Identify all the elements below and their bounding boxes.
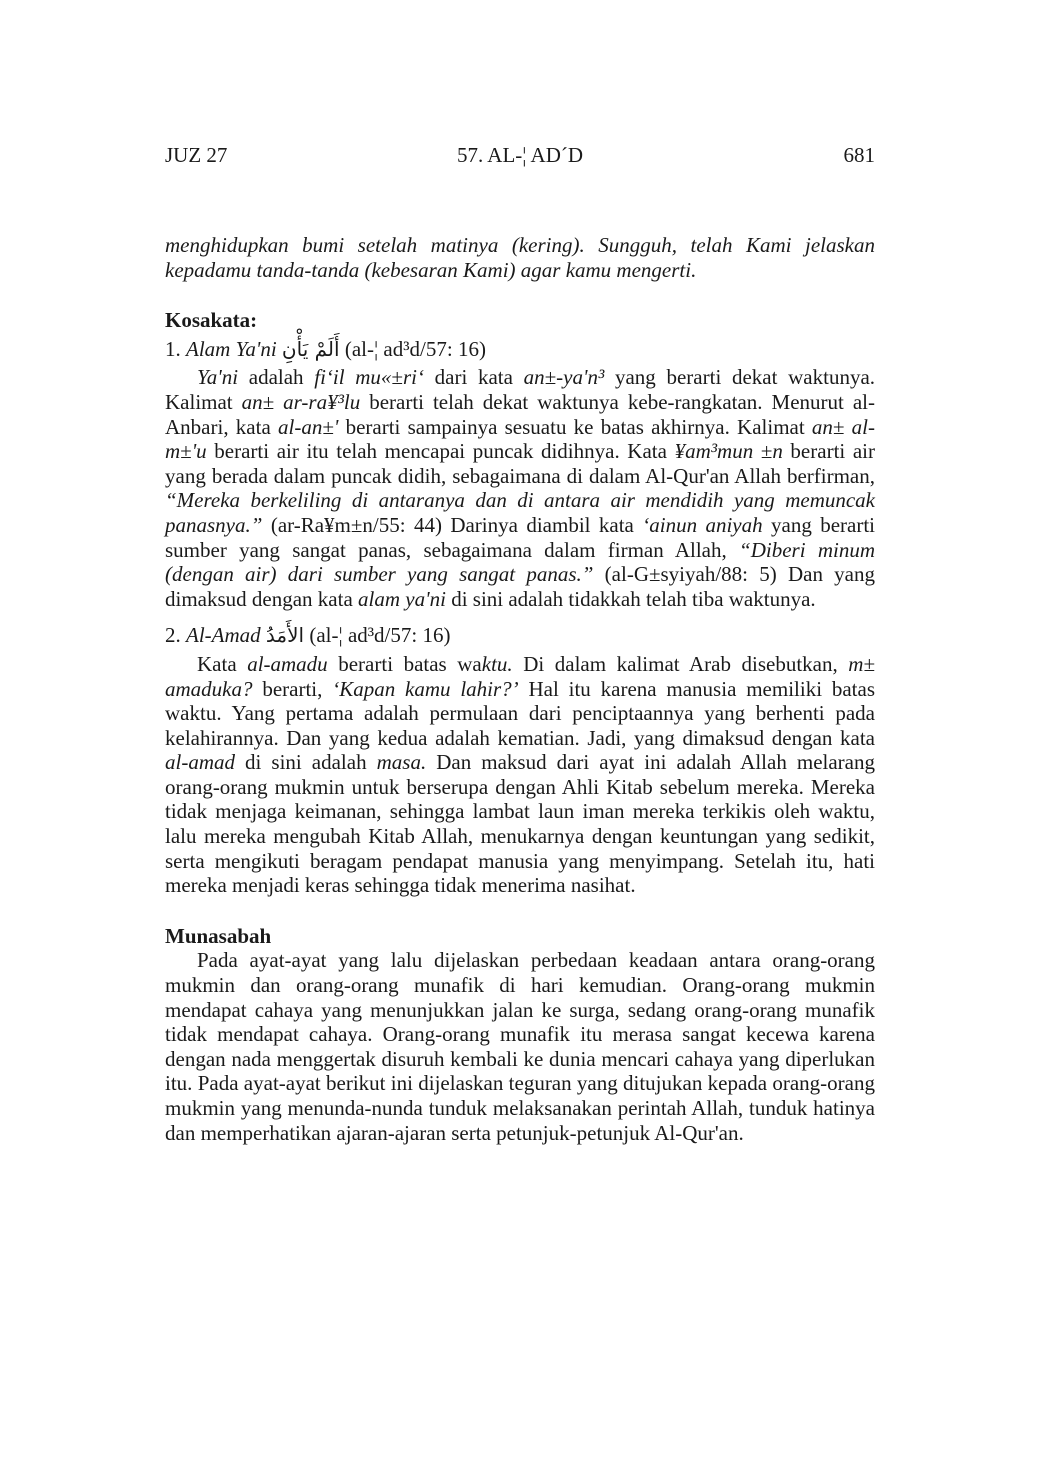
vocab-item-1-seg10: berarti sampainya sesuatu ke batas akhirnya. Kalimat [338,414,812,439]
vocab-item-1-seg21: alam ya'ni [358,586,446,611]
vocab-item-1-seg6: yang berarti dekat waktunya. Kalimat [165,365,876,414]
vocab-item-2-seg9: Hal itu karena manusia memiliki batas waktu. Yang pertama adalah permulaan dari penciptaannya yang berhenti pada kelahirannya. Dan yang kedua adalah kematian. Jadi, yang dimaksud dengan kata [165,676,876,750]
vocab-item-2-seg8: ‘Kapan kamu lahir?’ [332,676,519,701]
vocab-item-2-seg2: al-amadu [247,651,328,676]
vocab-item-1-arabic: أَلَمْ يَأْنِ [281,336,340,361]
vocab-item-2-number: 2. [165,623,181,648]
vocab-item-1-seg13: ¥am³mun ±n [674,439,783,464]
vocab-item-2-explanation [165,652,875,898]
page-number: 681 [843,143,875,167]
vocab-item-1-heading [165,337,875,362]
vocab-item-1-seg1: Ya'ni [197,365,239,390]
vocab-item-2-seg5: Di dalam kalimat Arab disebutkan, [512,651,849,676]
vocab-item-2-heading [165,623,875,648]
intro-paragraph: menghidupkan bumi setelah matinya (kering). Sungguh, telah Kami jelaskan kepadamu tanda-tanda (kebesaran Kami) agar kamu mengerti. [165,233,875,282]
vocab-item-1-seg11: an± al-m±'u [165,414,875,464]
vocab-item-2-arabic: الأَمَدُ [265,623,305,648]
vocab-item-1-seg18: yang berarti sumber yang sangat panas, sebagaimana dalam firman Allah, [165,512,876,562]
vocab-item-2-seg7: berarti, [252,676,333,701]
vocab-item-1-ref: (al-¦ ad³d/57: 16) [344,336,486,361]
vocab-item-1-seg14: berarti air yang berada dalam puncak didih, sebagaimana di dalam Al-Qur'an Allah berfirman, [165,439,875,488]
vocab-item-1-explanation [165,365,875,611]
vocab-item-1-seg9: al-an±' [278,414,339,439]
vocab-item-1-seg22: di sini adalah tidakkah telah tiba waktunya. [445,586,816,611]
vocab-item-2-ref: (al-¦ ad³d/57: 16) [309,623,451,648]
vocab-item-1-seg8: berarti telah dekat waktunya kebe-rangkatan. Menurut al-Anbari, kata [165,389,875,439]
vocab-item-2-term: Al-Amad [186,623,261,648]
vocab-item-1-seg3: fi‘il mu«±ri‘ [314,365,424,390]
vocab-item-1-seg16: (ar-Ra¥m±n/55: 44) Darinya diambil kata [262,512,643,537]
vocab-item-1-seg7: an± ar-ra¥³lu [241,389,361,414]
page-body [165,233,875,1145]
vocab-item-1-term: Alam Ya'ni [186,336,277,361]
vocab-item-1-seg17: ‘ainun aniyah [642,512,763,537]
vocab-item-1-seg15: “Mereka berkeliling di antaranya dan di antara air mendidih yang memuncak panasnya.” [165,488,875,537]
vocab-item-2-seg11: di sini adalah [235,750,377,775]
vocab-item-1-seg12: berarti air itu telah mencapai puncak didihnya. Kata [206,439,675,464]
vocab-item-2-seg3: berarti batas wa [327,651,482,676]
vocab-item-2-seg1: Kata [197,651,248,676]
vocab-item-1-number: 1. [165,336,181,361]
vocab-item-1-seg20: (al-G±syiyah/88: 5) Dan yang dimaksud dengan kata [165,562,875,611]
page-header [165,143,875,175]
munasabah-heading: Munasabah [165,923,272,948]
vocab-item-2-seg13: Dan maksud dari ayat ini adalah Allah melarang orang-orang mukmin untuk berserupa dengan Ahli Kitab sebelum mereka. Mereka tidak menjaga keimanan, sehingga lambat laun iman mereka terkikis oleh waktu, lalu mereka mengubah Kitab Allah, menukarnya dengan keuntungan yang sedikit, serta mengikuti beragam pendapat manusia yang menyimpang. Setelah itu, hati mereka menjadi keras sehingga tidak menerima nasihat. [165,750,875,898]
vocab-item-1-seg5: an±-ya'n³ [523,365,605,390]
vocab-item-2-seg6: m± amaduka? [165,651,875,701]
vocab-item-1-seg2: adalah [238,365,315,390]
vocab-item-2-seg4: ktu. [481,651,513,676]
vocab-item-2-seg12: masa. [376,750,427,775]
chapter-title: 57. AL-¦ AD´D [456,143,584,167]
vocab-item-2-seg10: al-amad [165,750,235,775]
vocab-item-1-seg4: dari kata [423,365,524,390]
kosakata-heading: Kosakata: [165,308,258,333]
juz-label: JUZ 27 [165,143,228,167]
munasabah-paragraph: Pada ayat-ayat yang lalu dijelaskan perbedaan keadaan antara orang-orang mukmin dan orang-orang munafik di hari kemudian. Orang-orang mukmin mendapat cahaya yang menunjukkan jalan ke surga, sedang orang-orang munafik tidak mendapat cahaya. Orang-orang munafik itu merasa sangat kecewa karena dengan nada menggertak disuruh kembali ke dunia mencari cahaya yang diperlukan itu. Pada ayat-ayat berikut ini dijelaskan teguran yang ditujukan kepada orang-orang mukmin yang menunda-nunda tunduk melaksanakan perintah Allah, tunduk hatinya dan memperhatikan ajaran-ajaran serta petunjuk-petunjuk Al-Qur'an. [165,948,875,1145]
vocab-item-1-seg19: “Diberi minum (dengan air) dari sumber yang sangat panas.” [165,537,875,587]
